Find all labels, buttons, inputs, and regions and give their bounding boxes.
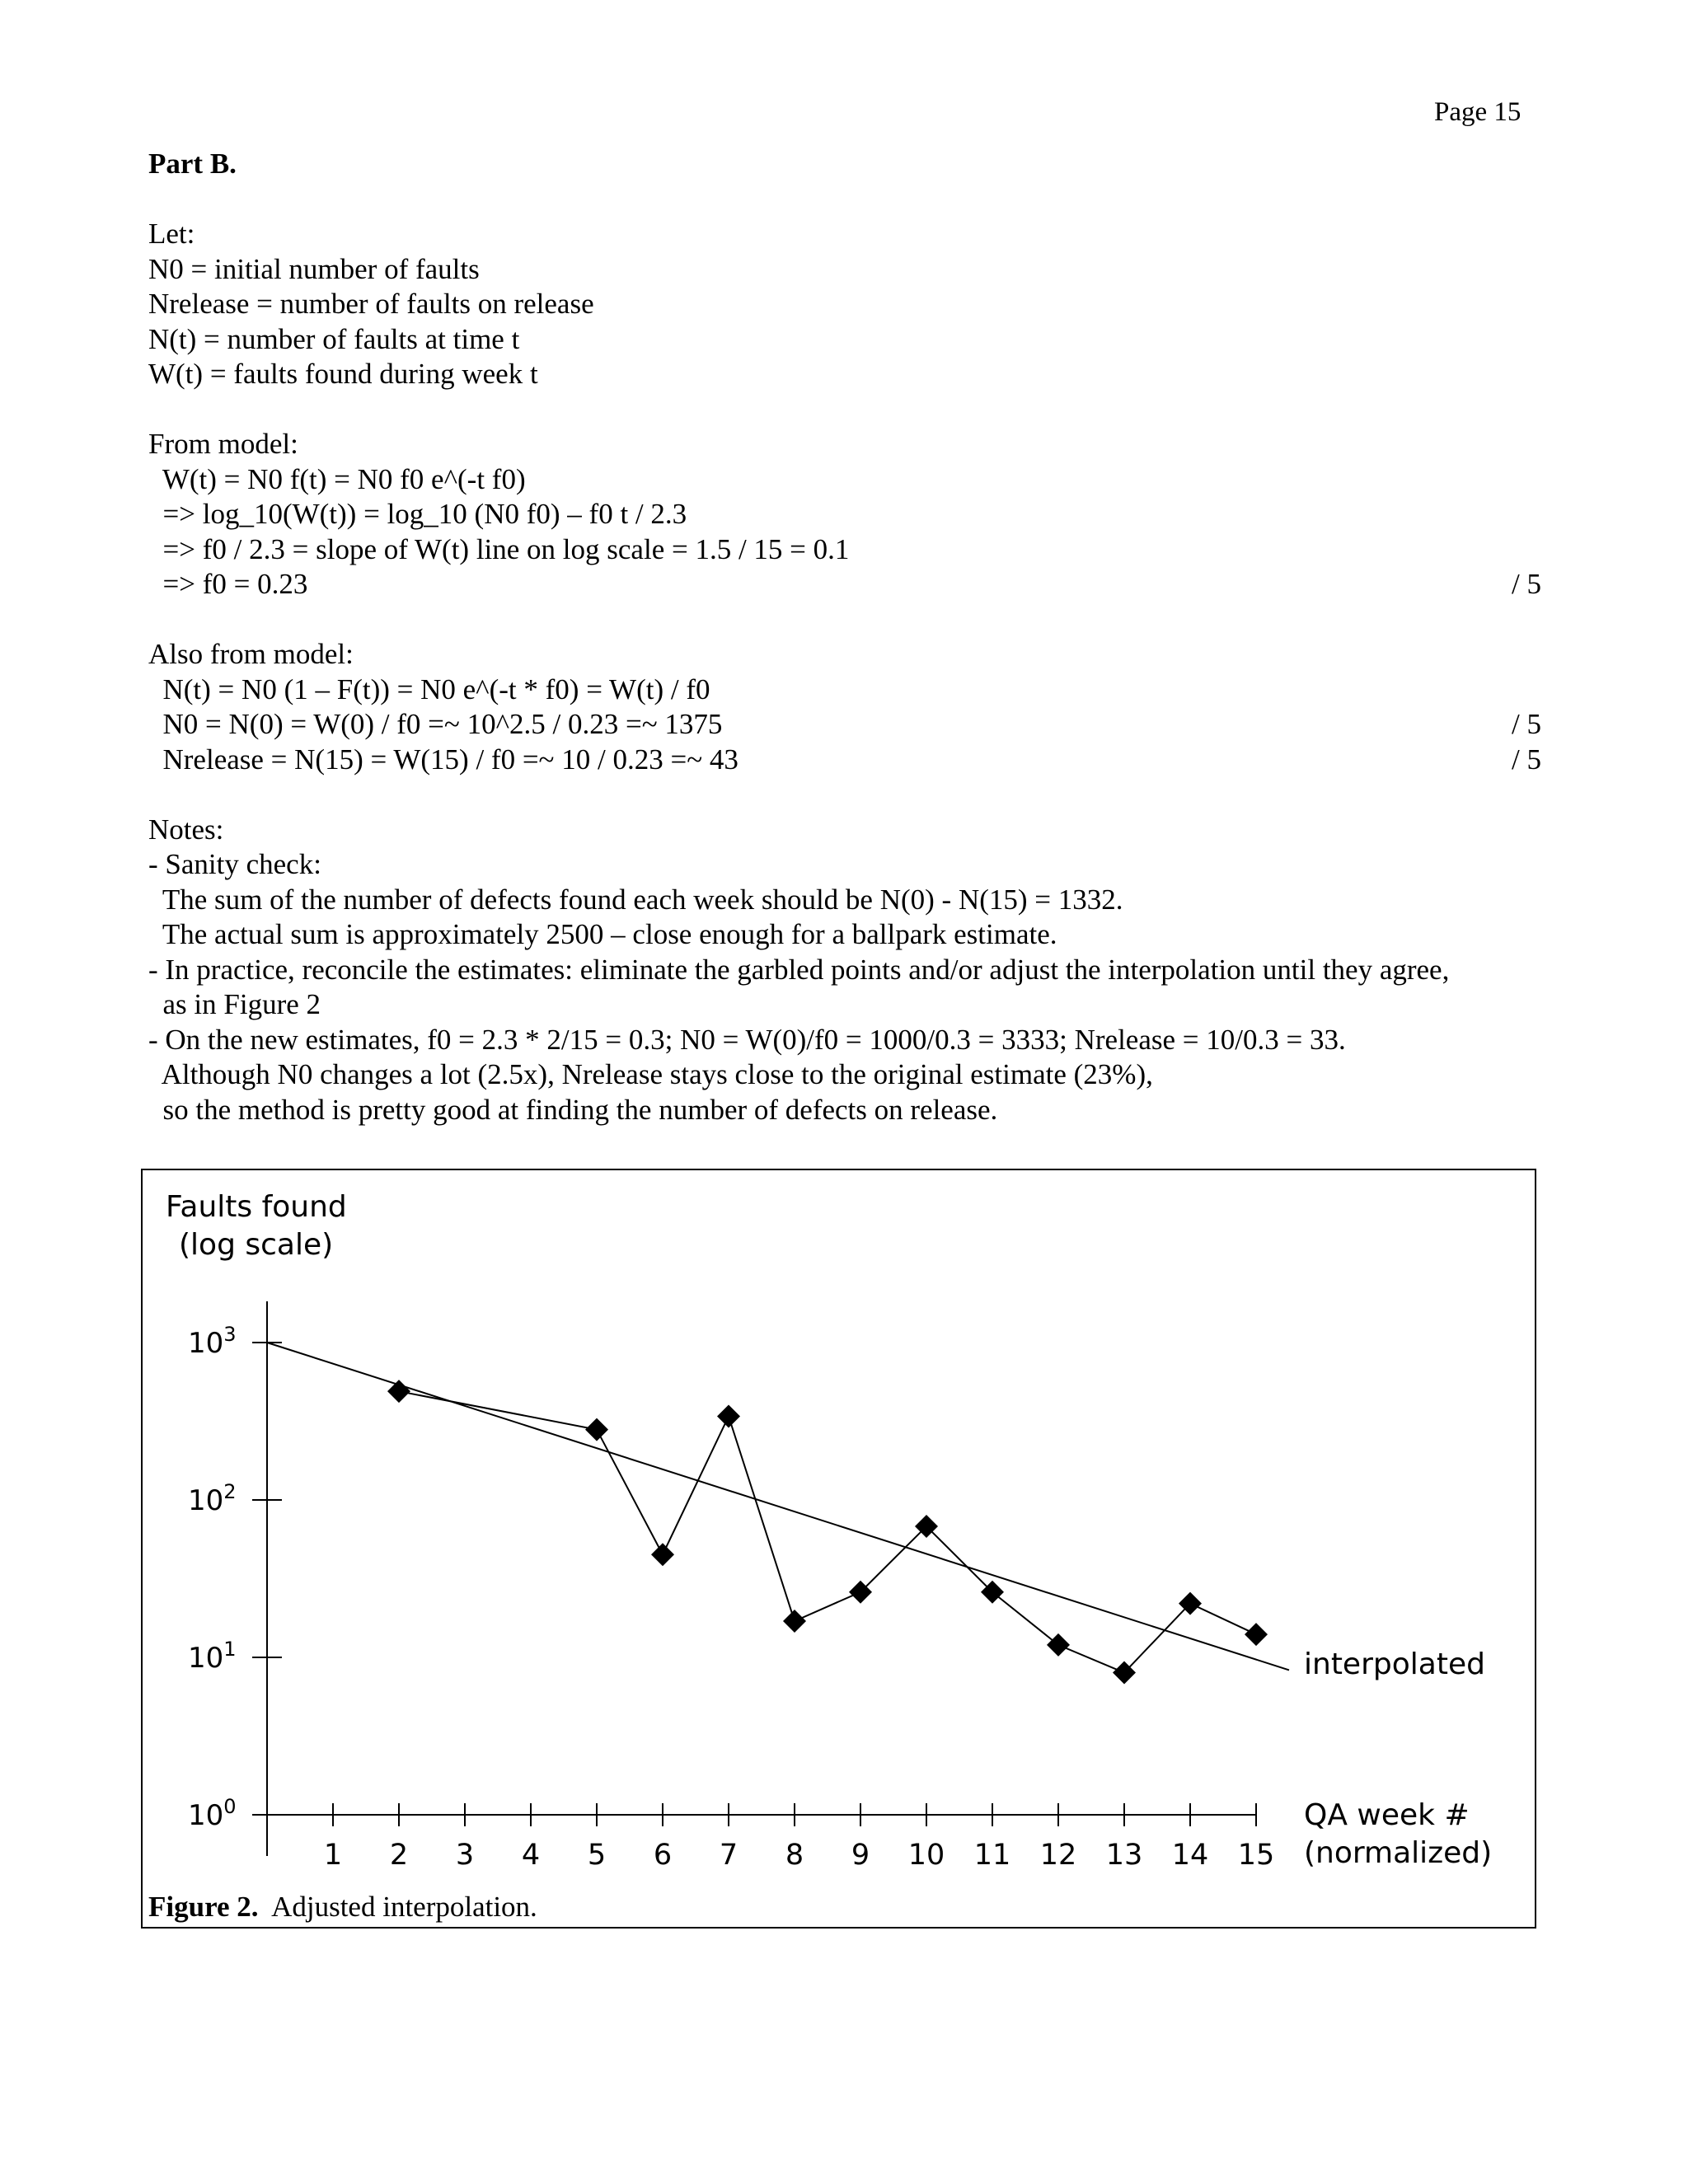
text-line [148,252,1541,288]
data-point-marker [585,1418,608,1441]
data-point-marker [651,1543,674,1566]
text-line [148,813,1541,848]
line-text: so the method is pretty good at finding the number of defects on release. [148,1093,998,1126]
text-line [148,567,1541,602]
text-line [148,847,1541,883]
y-axis-title-line1: Faults found [166,1190,347,1224]
line-text: - In practice, reconcile the estimates: eliminate the garbled points and/or adjust the interpolation until they agree, [148,953,1450,986]
score-mark: / 5 [1512,708,1541,740]
x-tick-label: 2 [389,1839,409,1872]
text-line [148,357,1541,392]
score-mark: / 5 [1512,568,1541,600]
x-tick-label: 4 [521,1839,541,1872]
x-tick-label: 5 [587,1839,607,1872]
y-tick-label [188,1323,237,1360]
text-line [148,673,1541,708]
figure-caption-label: Figure 2. [148,1891,259,1923]
figure-frame [141,1169,1536,1929]
text-line [148,1057,1541,1093]
y-tick-exponent: 0 [223,1795,237,1818]
text-line [148,637,1541,673]
blank-line [148,777,1541,813]
line-text: => log_10(W(t)) = log_10 (N0 f0) – f0 t / 2.3 [148,498,687,530]
y-tick-exponent: 3 [223,1323,237,1346]
y-tick-label [188,1795,237,1832]
blank-line [148,392,1541,428]
line-text: Part B. [148,148,237,180]
x-tick-label: 15 [1237,1839,1275,1872]
line-text: Also from model: [148,638,354,670]
line-text: N(t) = N0 (1 – F(t)) = N0 e^(-t * f0) = W(t) / f0 [148,673,710,705]
line-text: W(t) = N0 f(t) = N0 f0 e^(-t f0) [148,462,526,495]
blank-line [148,602,1541,638]
y-tick-exponent: 1 [223,1638,237,1661]
x-axis-title-line1: QA week # [1304,1798,1470,1832]
y-tick-label [188,1638,237,1675]
y-tick-base: 10 [188,1327,224,1360]
data-point-marker [1047,1633,1070,1657]
text-line [148,217,1541,252]
document-body [148,147,1541,1127]
line-text: Notes: [148,813,224,846]
x-tick-label: 9 [851,1839,870,1872]
faults-chart [143,1170,1535,1927]
x-tick-label: 10 [907,1839,945,1872]
section-heading [148,147,1541,182]
data-point-marker [1245,1623,1268,1646]
text-line [148,287,1541,322]
line-text: as in Figure 2 [148,988,321,1020]
line-text: W(t) = faults found during week t [148,358,538,390]
text-line [148,532,1541,568]
x-tick-label: 8 [785,1839,804,1872]
line-text: Nrelease = N(15) = W(15) / f0 =~ 10 / 0.23 =~ 43 [148,743,738,776]
line-text: N(t) = number of faults at time t [148,322,520,355]
y-tick-label [188,1480,237,1517]
x-tick-label: 13 [1105,1839,1143,1872]
figure-caption-text: Adjusted interpolation. [258,1891,537,1923]
line-text: => f0 = 0.23 [148,568,308,600]
text-line [148,707,1541,743]
text-line [148,883,1541,918]
x-tick-label: 7 [719,1839,738,1872]
text-line [148,987,1541,1023]
x-tick-label: 6 [653,1839,673,1872]
text-line [148,322,1541,358]
text-line [148,1093,1541,1128]
interpolated-label: interpolated [1304,1647,1485,1681]
line-text: The sum of the number of defects found each week should be N(0) - N(15) = 1332. [148,883,1123,916]
x-tick-label: 11 [973,1839,1011,1872]
line-text: The actual sum is approximately 2500 – close enough for a ballpark estimate. [148,918,1057,950]
text-line [148,1023,1541,1058]
interpolated-line [267,1343,1289,1670]
x-tick-label: 3 [455,1839,475,1872]
x-tick-label: 12 [1039,1839,1077,1872]
figure-caption [148,1891,537,1924]
y-tick-exponent: 2 [223,1480,237,1503]
text-line [148,953,1541,988]
y-axis-title-line2: (log scale) [179,1228,334,1262]
score-mark: / 5 [1512,743,1541,776]
line-text: - Sanity check: [148,848,321,880]
data-series-line [399,1391,1256,1672]
line-text: N0 = initial number of faults [148,252,480,285]
line-text: Although N0 changes a lot (2.5x), Nrelease stays close to the original estimate (23%), [148,1058,1153,1090]
line-text: Let: [148,218,195,250]
line-text: N0 = N(0) = W(0) / f0 =~ 10^2.5 / 0.23 =~ 1375 [148,708,723,740]
data-point-marker [717,1404,740,1427]
x-tick-label: 14 [1171,1839,1209,1872]
line-text: Nrelease = number of faults on release [148,288,594,320]
blank-line [148,182,1541,218]
text-line [148,917,1541,953]
y-tick-base: 10 [188,1484,224,1517]
x-tick-label: 1 [323,1839,343,1872]
x-axis-title-line2: (normalized) [1304,1836,1493,1870]
line-text: => f0 / 2.3 = slope of W(t) line on log scale = 1.5 / 15 = 0.1 [148,532,850,565]
line-text: From model: [148,428,298,460]
line-text: - On the new estimates, f0 = 2.3 * 2/15 = 0.3; N0 = W(0)/f0 = 1000/0.3 = 3333; Nrelease = 10/0.3 = 33. [148,1023,1346,1056]
y-tick-base: 10 [188,1642,224,1675]
y-tick-base: 10 [188,1799,224,1832]
text-line [148,743,1541,778]
data-point-marker [783,1610,806,1633]
data-point-marker [387,1380,410,1403]
page-number: Page 15 [1434,97,1522,127]
text-line [148,462,1541,498]
text-line [148,427,1541,462]
text-line [148,497,1541,532]
